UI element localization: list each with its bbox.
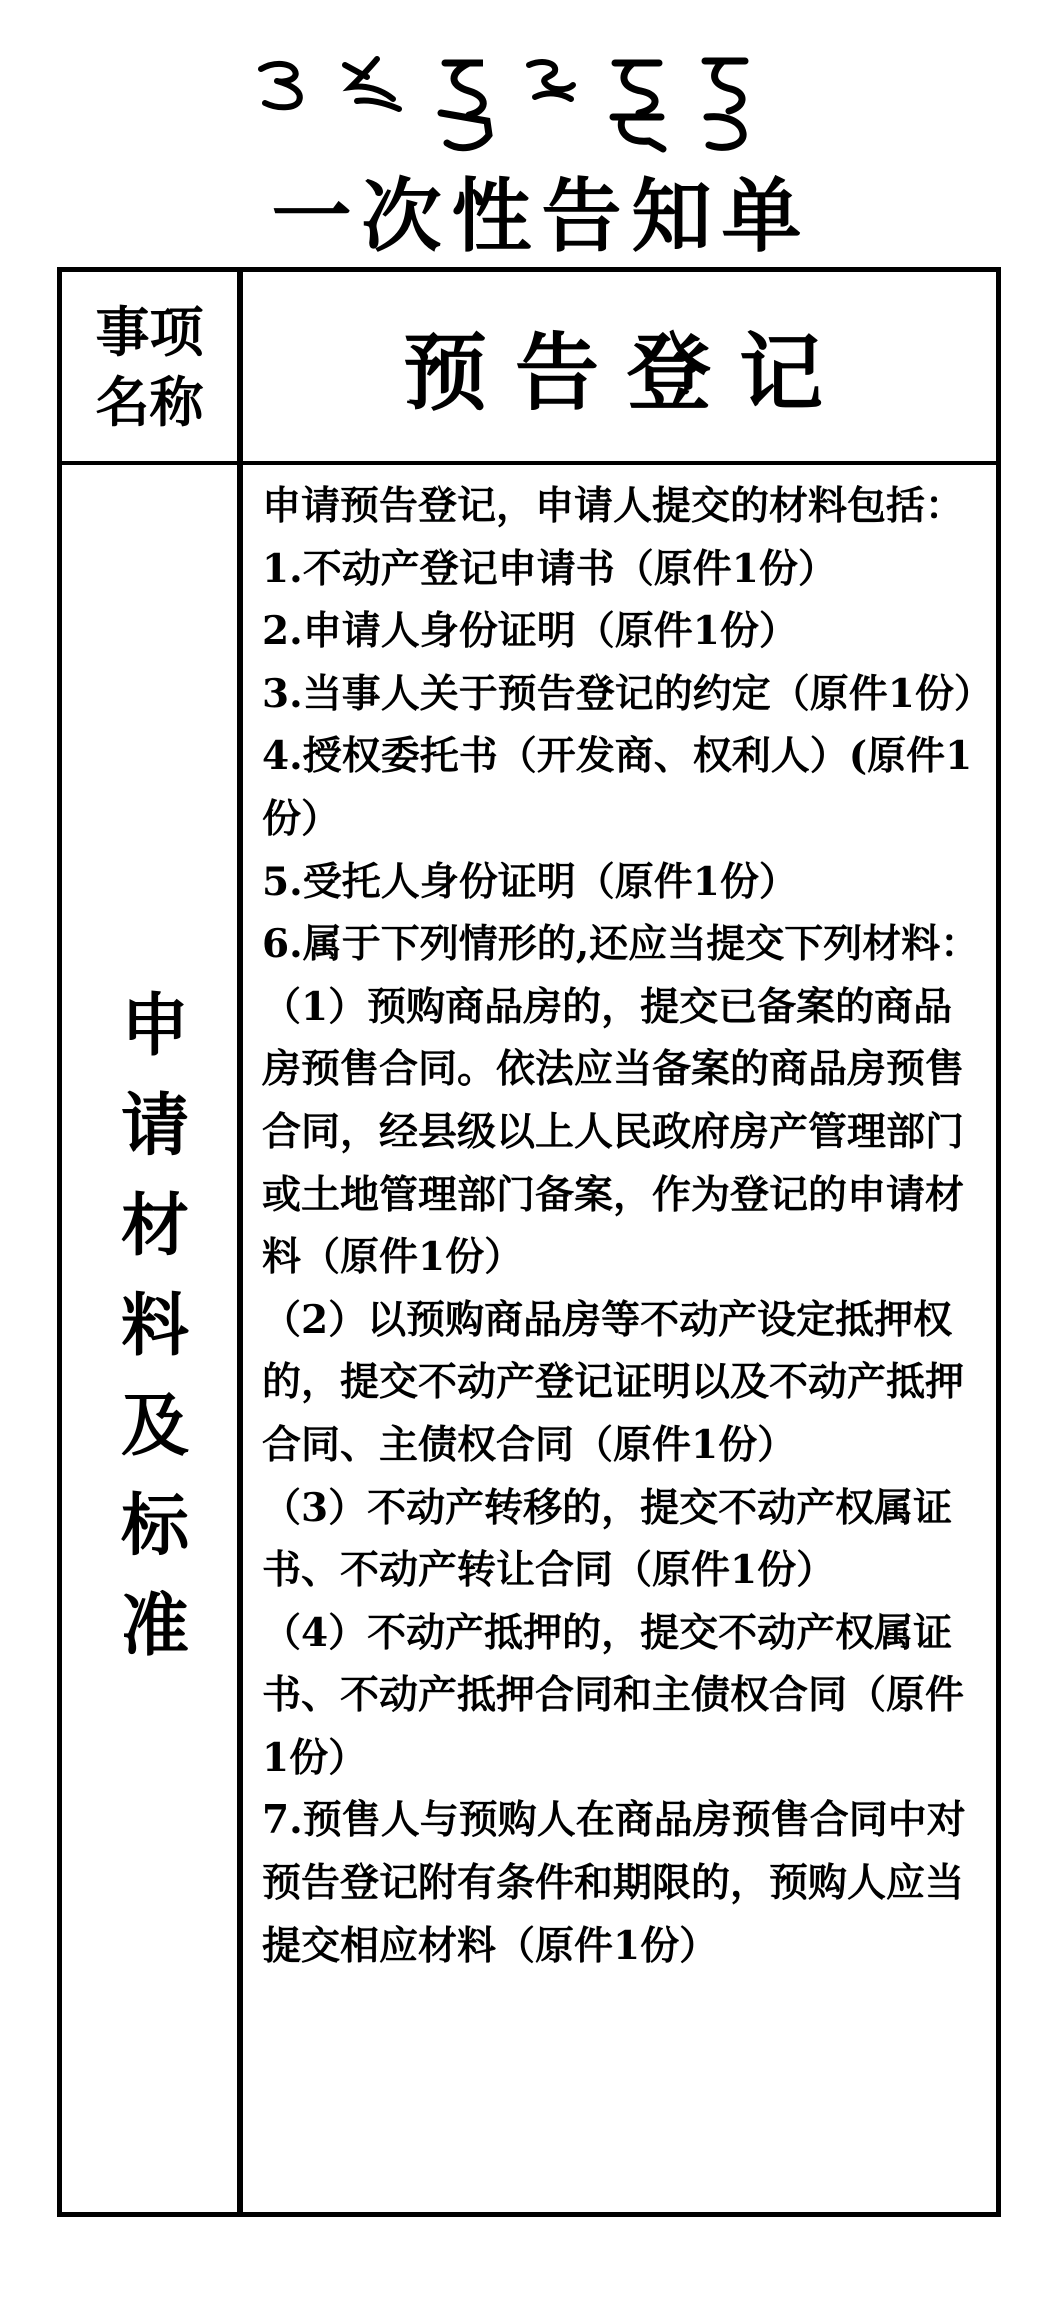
item-name-label [62, 272, 237, 461]
mongolian-word-5 [603, 55, 673, 155]
mongolian-word-1 [255, 55, 315, 115]
mongolian-word-2 [337, 55, 407, 115]
notice-table [57, 267, 1001, 2217]
column-divider [237, 272, 243, 2212]
materials-item-6-3: （3）不动产转移的，提交不动产权属证书、不动产转让合同（原件1份） [262, 1484, 953, 1594]
materials-item-6-4: （4）不动产抵押的，提交不动产权属证书、不动产抵押合同和主债权合同（原件1份） [262, 1609, 965, 1781]
mongolian-title [255, 55, 755, 155]
materials-item-7: 7.预售人与预购人在商品房预售合同中对预告登记附有条件和期限的，预购人应当提交相应材料（原件1份） [262, 1797, 966, 1969]
materials-item-6-1: （1）预购商品房的，提交已备案的商品房预售合同。依法应当备案的商品房预售合同，经县级以上人民政府房产管理部门或土地管理部门备案，作为登记的申请材料（原件1份） [262, 983, 965, 1281]
materials-intro: 申请预告登记，申请人提交的材料包括： [262, 483, 965, 529]
item-name-label-line1: 事项 [95, 299, 204, 364]
materials-item-6: 6.属于下列情形的,还应当提交下列材料： [262, 921, 980, 968]
materials-item-6-2: （2）以预购商品房等不动产设定抵押权的，提交不动产登记证明以及不动产抵押合同、主债权合同（原件1份） [262, 1296, 965, 1468]
page-title: 一次性告知单 [271, 169, 812, 263]
materials-item-5: 5.受托人身份证明（原件1份） [262, 858, 798, 905]
materials-label [62, 465, 237, 2212]
materials-item-4: 4.授权委托书（开发商、权利人）(原件1份） [262, 733, 973, 842]
materials-list [262, 475, 993, 1977]
mongolian-word-6 [695, 55, 755, 155]
mongolian-word-4 [521, 55, 581, 105]
materials-item-1: 1.不动产登记申请书（原件1份） [262, 545, 837, 592]
materials-item-2: 2.申请人身份证明（原件1份） [262, 608, 798, 655]
item-name-label-line2: 名称 [95, 369, 204, 434]
mongolian-word-3 [429, 55, 499, 155]
materials-item-3: 3.当事人关于预告登记的约定（原件1份） [262, 670, 993, 717]
item-name-value: 预告登记 [402, 323, 851, 422]
materials-label-text: 申请材料及标准 [109, 988, 190, 1689]
